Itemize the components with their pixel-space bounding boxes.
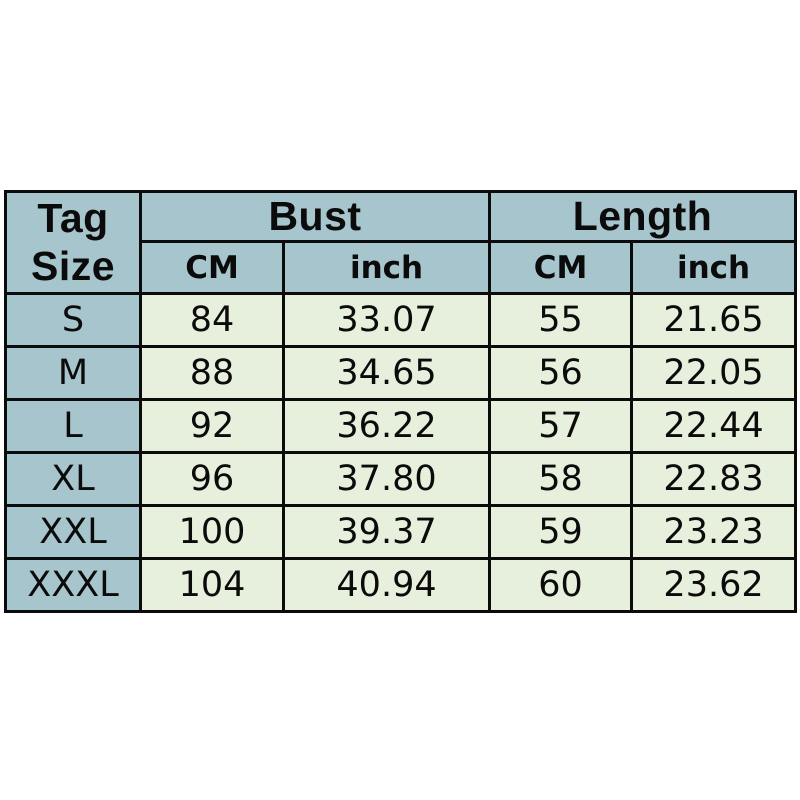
corner-header-tag-size [6, 192, 141, 294]
table-row-s [6, 294, 796, 347]
corner-line-size: Size [30, 242, 116, 289]
bust-cm-cell: 100 [141, 506, 284, 559]
subheader-bust-inch: inch [284, 242, 490, 294]
corner-line-tag: Tag [37, 194, 109, 241]
bust-cm-cell: 88 [141, 347, 284, 400]
length-cm-cell: 55 [490, 294, 632, 347]
size-label-cell: M [6, 347, 141, 400]
bust-cm-cell: 96 [141, 453, 284, 506]
size-label-cell: XXL [6, 506, 141, 559]
length-cm-cell: 58 [490, 453, 632, 506]
length-inch-cell: 22.05 [632, 347, 796, 400]
length-cm-cell: 60 [490, 559, 632, 612]
group-header-bust: Bust [141, 192, 490, 242]
bust-cm-cell: 104 [141, 559, 284, 612]
table-row-l [6, 400, 796, 453]
bust-inch-cell: 39.37 [284, 506, 490, 559]
subheader-length-inch: inch [632, 242, 796, 294]
bust-inch-cell: 36.22 [284, 400, 490, 453]
bust-cm-cell: 92 [141, 400, 284, 453]
bust-inch-cell: 33.07 [284, 294, 490, 347]
length-inch-cell: 23.23 [632, 506, 796, 559]
group-header-length: Length [490, 192, 796, 242]
size-chart-table [4, 190, 797, 613]
table-row-xxl [6, 506, 796, 559]
bust-inch-cell: 37.80 [284, 453, 490, 506]
length-cm-cell: 59 [490, 506, 632, 559]
bust-cm-cell: 84 [141, 294, 284, 347]
length-inch-cell: 21.65 [632, 294, 796, 347]
length-inch-cell: 22.44 [632, 400, 796, 453]
table-row-m [6, 347, 796, 400]
size-label-cell: XL [6, 453, 141, 506]
table-row-xl [6, 453, 796, 506]
bust-inch-cell: 34.65 [284, 347, 490, 400]
header-row-groups [6, 192, 796, 242]
bust-inch-cell: 40.94 [284, 559, 490, 612]
length-cm-cell: 57 [490, 400, 632, 453]
length-cm-cell: 56 [490, 347, 632, 400]
length-inch-cell: 22.83 [632, 453, 796, 506]
size-label-cell: L [6, 400, 141, 453]
size-label-cell: XXXL [6, 559, 141, 612]
table-row-xxxl [6, 559, 796, 612]
subheader-bust-cm: CM [141, 242, 284, 294]
subheader-length-cm: CM [490, 242, 632, 294]
size-label-cell: S [6, 294, 141, 347]
length-inch-cell: 23.62 [632, 559, 796, 612]
